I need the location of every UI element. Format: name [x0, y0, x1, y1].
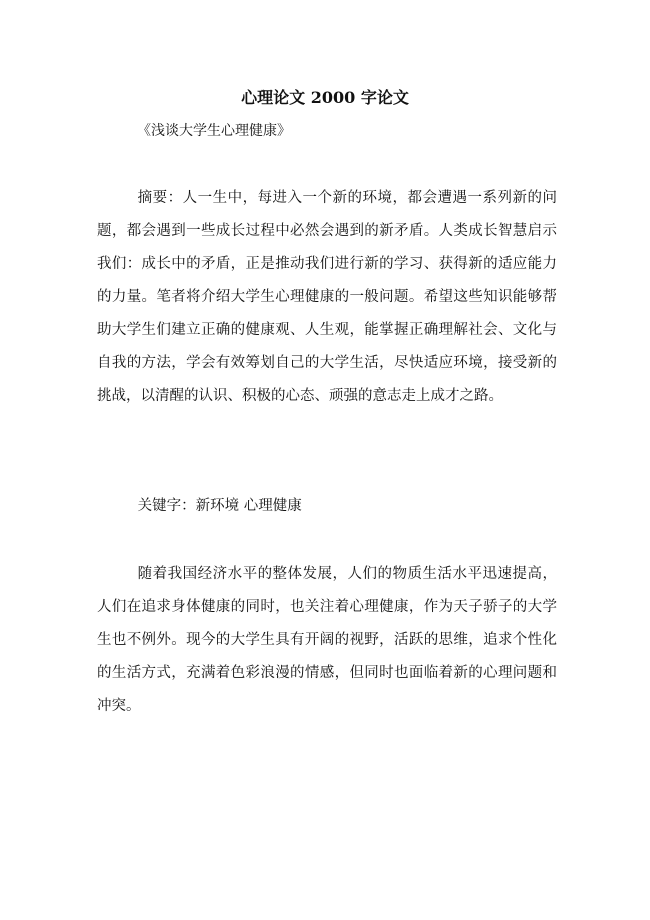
body-paragraph: 随着我国经济水平的整体发展，人们的物质生活水平迅速提高，人们在追求身体健康的同时，也关注着心理健康，作为天子骄子的大学生也不例外。现今的大学生具有开阔的视野，活跃的思维，追求个性化的生活方式，充满着色彩浪漫的情感，但同时也面临着新的心理问题和冲突。 — [97, 566, 557, 714]
document-title: 心理论文 2000 字论文 — [241, 88, 409, 107]
abstract-paragraph: 摘要：人一生中，每进入一个新的环境，都会遭遇一系列新的问题，都会遇到一些成长过程中必然会遇到的新矛盾。人类成长智慧启示我们：成长中的矛盾，正是推动我们进行新的学习、获得新的适应能力的力量。笔者将介绍大学生心理健康的一般问题。希望这些知识能够帮助大学生们建立正确的健康观、人生观，能掌握正确理解社会、文化与自我的方法，学会有效筹划自己的大学生活，尽快适应环境，接受新的挑战，以清醒的认识、积极的心态、顽强的意志走上成才之路。 — [97, 190, 557, 404]
keywords-line: 关键字：新环境 心理健康 — [137, 498, 302, 514]
document-subtitle: 《浅谈大学生心理健康》 — [137, 123, 291, 139]
